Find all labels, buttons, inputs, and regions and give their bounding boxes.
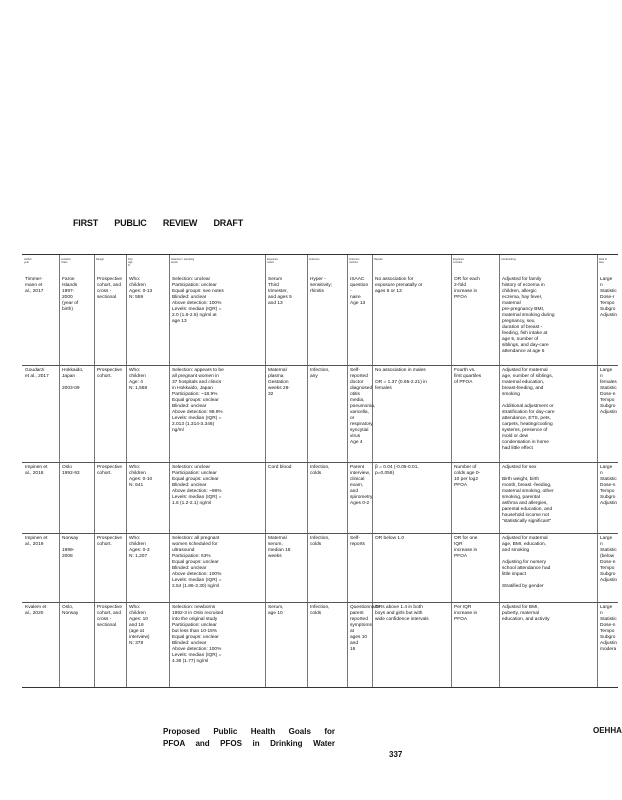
table-cell-design: Prospective cohort. (97, 536, 123, 547)
column-divider (126, 255, 127, 687)
table-cell-contrast: OR for each 2-fold increase in PFOA (454, 277, 480, 300)
table-cell-confounding: Adjusted for maternal age, BMI, education, and smoking Adjusting for nursery school attendance had little impact Stratified by gender (502, 536, 551, 589)
table-cell-author: Kvalem et al., 2020 (25, 605, 47, 616)
table-cell-bias: Large n females Statistic Dose-n Tempo Subgro Adjustin (600, 368, 618, 415)
table-cell-results: OR below 1.0 (375, 536, 405, 541)
table-cell-design: Prospective cohort, and cross - sectional (97, 605, 123, 628)
table-cell-population: Who: children Ages: 0-3 N: 1,207 (129, 536, 150, 559)
table-cell-selection: Selection: all pregnant women scheduled for ultrasound Participation: 63% Equal groups: unclear Blinded: unclear Above detection: 100% Levels: median (IQR) = 2.54 (1.86-3.30) ng/ml (172, 536, 222, 589)
table-cell-selection: Selection: newborns 1992-3 in Oslo recruited into the original study Participation: unclear but less than 10-15% Equal groups: unclear Blinded: unclear Above detection: 100% Levels: median (IQR) = 4.36 (1.77) ng/ml (172, 605, 224, 664)
table-cell-results: No association in males OR = 1.37 (0.85-2.21) in females (375, 368, 427, 391)
table-cell-confounding: Adjusted for family history of eczema in children, allergic eczema, hay fever, maternal pre-pregnancy BMI, maternal smoking during pregnancy, sex, duration of breast - feeding, fish intake at age 5, number of siblings, and day-care attendance at age 5 (502, 277, 555, 354)
row-divider (22, 602, 618, 603)
column-divider (94, 255, 95, 687)
table-cell-exposure: Maternal serum, median 18 weeks (268, 536, 291, 559)
column-header: Location Years (61, 258, 71, 265)
table-cell-confounding: Adjusted for maternal age, number of siblings, maternal education, breast-feeding, and smoking Additional adjustment or stratification for day-care attendance, ETS, pets, carpets, heating/cooling systems, presence of mold or dew condensation in home had little effect (502, 368, 555, 451)
table-cell-exposure: Maternal plasma Gestation weeks 28- 32 (268, 368, 290, 397)
table-cell-contrast: Number of colds age 0- 10 per log2 PFOA (454, 465, 481, 488)
column-divider (307, 255, 308, 687)
table-cell-location: Oslo, Norway (62, 605, 79, 616)
column-divider (499, 255, 500, 687)
table-cell-population: Who: children Ages: 0-10 N: 641 (129, 465, 153, 488)
row-divider (22, 533, 618, 534)
table-cell-outcome: Infection, colds (310, 536, 330, 547)
table-cell-outcome: Infection, colds (310, 465, 330, 476)
table-cell-selection: Selection: unclear Participation: unclear Equal groups: see notes Blinded: unclear Above detection: 100% Levels: median (IQR) = 2.0 (1.6-2.5) ng/ml at age 13 (172, 277, 224, 324)
table-cell-bias: Large n Statistic Dose-n Tempo Subgro Adjustin modera (600, 605, 618, 652)
column-divider (372, 255, 373, 687)
table-cell-method: Self- reported doctor diagnosed otitis media, pneumonia, varicella, or respiratory syncytial virus Age 4 (350, 368, 376, 445)
table-cell-author: Goudarzi et al., 2017 (25, 368, 49, 379)
column-header: Confounding (501, 258, 516, 261)
table-cell-location: Hokkaido, Japan 2003-09 (62, 368, 84, 391)
draft-label: FIRST PUBLIC REVIEW DRAFT (73, 218, 243, 228)
table-cell-method: ISAAC question - naire Age 13 (350, 277, 369, 306)
table-cell-author: Impinen et al., 2019 (25, 536, 48, 547)
table-cell-population: Who: children Age: 4 N: 1,558 (129, 368, 148, 391)
column-header: Outcome method (349, 258, 360, 265)
table-cell-bias: Large n Statistic Dose-n Tempo Subgro Adjustin (600, 465, 618, 506)
table-cell-outcome: Infection, colds (310, 605, 330, 616)
table-cell-method: Self-reports (350, 536, 365, 547)
row-divider (22, 462, 618, 463)
table-cell-population: Who: children Ages: 10 and 16 (age at interview) N: 378 (129, 605, 150, 646)
column-header: Risk of bias (599, 258, 607, 265)
column-divider (59, 255, 60, 687)
footer-org: OEHHA (593, 726, 622, 735)
column-header: Outcome (309, 258, 320, 261)
column-divider (347, 255, 348, 687)
table-cell-author: Impinen et al., 2018 (25, 465, 48, 476)
table-cell-design: Prospective cohort, and cross - sectional (97, 277, 123, 300)
table-cell-exposure: Cord blood (268, 465, 292, 470)
table-cell-outcome: Infection, any (310, 368, 330, 379)
table-cell-contrast: Fourth vs. first quartiles of PFOA (454, 368, 482, 385)
column-header: Exposure matrix (267, 258, 278, 265)
table-cell-bias: Large n Statistic (below Dose-n Tempo Subgro Adjustin (600, 536, 618, 583)
column-header: Exposure contrast (453, 258, 464, 265)
column-divider (451, 255, 452, 687)
row-divider (22, 365, 618, 366)
table-cell-method: Questionnaire parent reported symptoms at ages 10 and 16 (350, 605, 380, 652)
table-cell-selection: Selection: unclear Participation: unclear Equal groups: unclear Blinded: unclear Above detection: ~98% Levels: median (IQR) = 1.6 (1.2-2.1) ng/ml (172, 465, 222, 506)
table-cell-author: Timmer- mann et al., 2017 (25, 277, 44, 294)
table-cell-design: Prospective cohort. (97, 465, 123, 476)
column-divider (597, 255, 598, 687)
page-number: 337 (389, 750, 403, 759)
table-cell-contrast: OR for one IQR increase in PFOA (454, 536, 478, 559)
table-cell-results: No association for exposure prenatally or ages 5 or 13 (375, 277, 423, 294)
table-cell-outcome: Hyper - sensitivity; rhinitis (310, 277, 333, 294)
footer-title-line-2: PFOA and PFOS in Drinking Water (163, 739, 335, 748)
table-cell-exposure: Serum, age 10 (268, 605, 284, 616)
table-cell-confounding: Adjusted for sex Birth weight, birth month, breast -feeding, maternal smoking, other smoking, parental asthma and allergies, parental education, and household income not "statistically significant" (502, 465, 554, 524)
table-cell-confounding: Adjusted for BMI, puberty, maternal education, and activity (502, 605, 550, 622)
column-divider (265, 255, 266, 687)
table-cell-exposure: Serum Third trimester, and ages 5 and 13 (268, 277, 292, 306)
column-header: Results (374, 258, 383, 261)
column-header: Author year (24, 258, 32, 265)
table-cell-location: Norway 1999- 2008 (62, 536, 79, 559)
column-header: Design (96, 258, 105, 261)
table-cell-design: Prospective cohort. (97, 368, 123, 379)
footer-title-line-1: Proposed Public Health Goals for (163, 727, 335, 736)
table-cell-selection: Selection: appears to be all pregnant women in 37 hospitals and clinics in Hokkaido, Japan Participation: ~18.9% Equal groups: unclear Blinded: unclear Above detection: 99.9% Levels: median (IQR) = 2.013 (1.314-3.346) ng/ml (172, 368, 224, 433)
column-header: Pop Age N (128, 258, 133, 268)
table-cell-method: Parent interview, clinical exam, and spirometry Ages 0-2 (350, 465, 373, 506)
table-cell-location: Faroe Islands 1997- 2000 (year of birth) (62, 277, 79, 312)
column-divider (169, 255, 170, 687)
table-cell-results: β = 0.04 (-0.05-0.01, p=0.059) (375, 465, 419, 476)
column-header: Selection / sampling levels (171, 258, 195, 265)
table-cell-contrast: Per IQR increase in PFOA (454, 605, 478, 622)
table-cell-results: ORs above 1.4 in both boys and girls but with wide confidence intervals (375, 605, 429, 622)
evidence-table (22, 254, 618, 688)
table-cell-location: Oslo 1992-93 (62, 465, 80, 476)
footer-title (163, 726, 335, 750)
table-cell-bias: Large n Statistic Dose-r Tempo Subgro Adjustin (600, 277, 618, 318)
table-cell-population: Who: children Ages: 0-13 N: 559 (129, 277, 153, 300)
